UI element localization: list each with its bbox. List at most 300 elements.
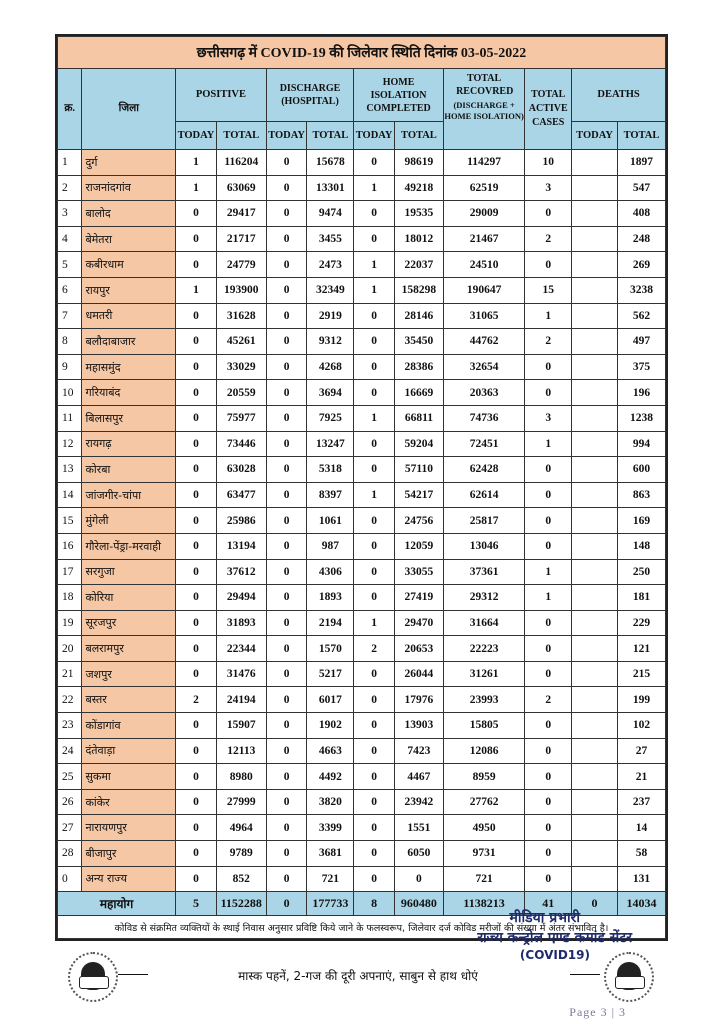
table-row xyxy=(58,661,666,687)
table-row xyxy=(58,226,666,252)
row-cell: 0 xyxy=(525,661,572,687)
total-discharge-today: 0 xyxy=(266,892,307,916)
row-cell: 0 xyxy=(176,636,217,662)
row-cell: 1 xyxy=(354,405,395,431)
row-cell: 0 xyxy=(354,150,395,176)
row-cell: 74736 xyxy=(443,405,524,431)
row-cell: 0 xyxy=(266,201,307,227)
row-serial: 2 xyxy=(58,175,82,201)
row-cell: 0 xyxy=(525,533,572,559)
table-row xyxy=(58,329,666,355)
row-cell: 62614 xyxy=(443,482,524,508)
safety-slogan: मास्क पहनें, 2-गज की दूरी अपनाएं, साबुन से हाथ धोएं xyxy=(238,969,478,983)
positive-header: POSITIVE xyxy=(176,69,267,122)
row-cell: 4467 xyxy=(394,764,443,790)
discharge-total-header: TOTAL xyxy=(307,122,354,150)
row-cell: 31065 xyxy=(443,303,524,329)
row-cell: 49218 xyxy=(394,175,443,201)
row-serial: 21 xyxy=(58,661,82,687)
row-cell: 33029 xyxy=(216,354,266,380)
row-cell: 7423 xyxy=(394,738,443,764)
row-cell: 2919 xyxy=(307,303,354,329)
row-serial: 8 xyxy=(58,329,82,355)
serial-header: क्र. xyxy=(58,69,82,150)
row-cell: 0 xyxy=(266,533,307,559)
row-cell: 4663 xyxy=(307,738,354,764)
row-cell: 13903 xyxy=(394,713,443,739)
row-cell: 0 xyxy=(354,687,395,713)
row-serial: 10 xyxy=(58,380,82,406)
row-cell: 0 xyxy=(266,354,307,380)
row-cell: 23993 xyxy=(443,687,524,713)
row-cell: 12059 xyxy=(394,533,443,559)
row-cell: 0 xyxy=(525,354,572,380)
row-cell: 28146 xyxy=(394,303,443,329)
row-cell: 0 xyxy=(176,533,217,559)
total-positive-today: 5 xyxy=(176,892,217,916)
total-discharge-total: 177733 xyxy=(307,892,354,916)
row-cell: 0 xyxy=(176,457,217,483)
row-cell: 0 xyxy=(354,815,395,841)
total-label: महायोग xyxy=(58,892,176,916)
page-number: Page 3 | 3 xyxy=(569,1005,626,1019)
row-cell: 562 xyxy=(617,303,665,329)
row-cell: 1902 xyxy=(307,713,354,739)
row-cell: 196 xyxy=(617,380,665,406)
row-cell: 58 xyxy=(617,841,665,867)
row-cell: 20363 xyxy=(443,380,524,406)
row-cell xyxy=(572,687,618,713)
row-cell: 148 xyxy=(617,533,665,559)
row-cell: 1 xyxy=(525,431,572,457)
row-cell: 0 xyxy=(266,431,307,457)
row-district: जशपुर xyxy=(82,661,176,687)
row-cell: 1897 xyxy=(617,150,665,176)
row-cell: 0 xyxy=(266,405,307,431)
row-cell: 25817 xyxy=(443,508,524,534)
row-cell: 600 xyxy=(617,457,665,483)
row-cell: 0 xyxy=(176,252,217,278)
row-cell: 20559 xyxy=(216,380,266,406)
row-serial: 26 xyxy=(58,789,82,815)
row-cell: 16669 xyxy=(394,380,443,406)
row-cell: 0 xyxy=(176,380,217,406)
table-row xyxy=(58,764,666,790)
row-district: कांकेर xyxy=(82,789,176,815)
row-cell: 15907 xyxy=(216,713,266,739)
row-cell xyxy=(572,150,618,176)
row-district: गरियाबंद xyxy=(82,380,176,406)
row-district: दंतेवाड़ा xyxy=(82,738,176,764)
table-row xyxy=(58,303,666,329)
row-cell: 62519 xyxy=(443,175,524,201)
row-cell: 0 xyxy=(266,841,307,867)
row-cell: 1 xyxy=(525,585,572,611)
row-cell: 2473 xyxy=(307,252,354,278)
table-row xyxy=(58,277,666,303)
row-district: रायगढ़ xyxy=(82,431,176,457)
row-cell xyxy=(572,841,618,867)
row-serial: 3 xyxy=(58,201,82,227)
row-district: कोरिया xyxy=(82,585,176,611)
row-cell: 3399 xyxy=(307,815,354,841)
row-cell: 37361 xyxy=(443,559,524,585)
row-cell: 0 xyxy=(525,482,572,508)
row-district: बालोद xyxy=(82,201,176,227)
row-cell: 27 xyxy=(617,738,665,764)
row-cell: 0 xyxy=(354,533,395,559)
row-cell: 4964 xyxy=(216,815,266,841)
row-cell: 24779 xyxy=(216,252,266,278)
row-serial: 16 xyxy=(58,533,82,559)
row-cell: 102 xyxy=(617,713,665,739)
row-cell: 8397 xyxy=(307,482,354,508)
table-row xyxy=(58,252,666,278)
row-cell: 0 xyxy=(354,226,395,252)
row-cell: 721 xyxy=(307,866,354,892)
row-cell: 0 xyxy=(354,201,395,227)
row-cell: 2194 xyxy=(307,610,354,636)
row-cell: 3 xyxy=(525,405,572,431)
row-cell: 4492 xyxy=(307,764,354,790)
row-cell xyxy=(572,380,618,406)
row-cell xyxy=(572,866,618,892)
table-row xyxy=(58,150,666,176)
row-cell: 0 xyxy=(266,380,307,406)
row-cell: 1061 xyxy=(307,508,354,534)
row-cell: 1570 xyxy=(307,636,354,662)
row-cell: 0 xyxy=(354,789,395,815)
deaths-header: DEATHS xyxy=(572,69,666,122)
row-cell: 1 xyxy=(176,150,217,176)
row-cell: 0 xyxy=(354,841,395,867)
row-serial: 19 xyxy=(58,610,82,636)
row-district: रायपुर xyxy=(82,277,176,303)
row-cell xyxy=(572,610,618,636)
row-cell: 0 xyxy=(266,738,307,764)
row-cell: 6050 xyxy=(394,841,443,867)
row-cell: 19535 xyxy=(394,201,443,227)
row-cell xyxy=(572,533,618,559)
row-cell: 29312 xyxy=(443,585,524,611)
row-cell: 14 xyxy=(617,815,665,841)
row-cell: 0 xyxy=(525,201,572,227)
table-row xyxy=(58,405,666,431)
row-cell: 5217 xyxy=(307,661,354,687)
table-row xyxy=(58,866,666,892)
row-cell: 375 xyxy=(617,354,665,380)
row-cell xyxy=(572,789,618,815)
row-serial: 18 xyxy=(58,585,82,611)
row-serial: 23 xyxy=(58,713,82,739)
right-arrow-icon xyxy=(570,974,600,975)
row-cell xyxy=(572,508,618,534)
row-cell: 21717 xyxy=(216,226,266,252)
home-isolation-header: HOME ISOLATION COMPLETED xyxy=(354,69,444,122)
row-cell: 987 xyxy=(307,533,354,559)
row-cell: 37612 xyxy=(216,559,266,585)
row-cell: 28386 xyxy=(394,354,443,380)
positive-today-header: TODAY xyxy=(176,122,217,150)
home-isolation-today-header: TODAY xyxy=(354,122,395,150)
table-row xyxy=(58,789,666,815)
discharge-header: DISCHARGE (HOSPITAL) xyxy=(266,69,354,122)
row-cell: 0 xyxy=(176,713,217,739)
row-cell: 29009 xyxy=(443,201,524,227)
row-cell: 0 xyxy=(266,610,307,636)
row-cell: 497 xyxy=(617,329,665,355)
row-cell: 0 xyxy=(266,508,307,534)
row-cell: 199 xyxy=(617,687,665,713)
row-cell: 0 xyxy=(525,380,572,406)
row-cell: 31476 xyxy=(216,661,266,687)
table-row xyxy=(58,687,666,713)
row-district: नारायणपुर xyxy=(82,815,176,841)
row-cell: 0 xyxy=(354,354,395,380)
row-cell: 22223 xyxy=(443,636,524,662)
row-cell: 0 xyxy=(176,815,217,841)
table-row xyxy=(58,585,666,611)
row-cell xyxy=(572,661,618,687)
mask-person-icon xyxy=(604,952,654,1002)
row-cell: 1238 xyxy=(617,405,665,431)
row-cell xyxy=(572,226,618,252)
row-cell: 114297 xyxy=(443,150,524,176)
row-serial: 6 xyxy=(58,277,82,303)
row-cell: 863 xyxy=(617,482,665,508)
row-cell: 1 xyxy=(354,482,395,508)
row-district: बस्तर xyxy=(82,687,176,713)
row-cell: 31893 xyxy=(216,610,266,636)
row-cell: 0 xyxy=(176,610,217,636)
total-home-isolation-total: 960480 xyxy=(394,892,443,916)
table-row xyxy=(58,713,666,739)
row-district: मुंगेली xyxy=(82,508,176,534)
row-cell: 408 xyxy=(617,201,665,227)
row-cell: 0 xyxy=(266,277,307,303)
row-cell: 0 xyxy=(176,226,217,252)
row-cell: 63477 xyxy=(216,482,266,508)
table-row xyxy=(58,201,666,227)
row-cell: 0 xyxy=(176,738,217,764)
row-serial: 1 xyxy=(58,150,82,176)
table-row xyxy=(58,457,666,483)
row-cell xyxy=(572,303,618,329)
total-recovered: 1138213 xyxy=(443,892,524,916)
row-cell: 547 xyxy=(617,175,665,201)
row-cell: 0 xyxy=(354,431,395,457)
row-cell xyxy=(572,482,618,508)
row-cell: 57110 xyxy=(394,457,443,483)
row-cell: 0 xyxy=(525,713,572,739)
row-cell: 0 xyxy=(176,508,217,534)
row-cell: 0 xyxy=(266,713,307,739)
row-cell: 0 xyxy=(266,457,307,483)
row-cell xyxy=(572,405,618,431)
row-cell: 237 xyxy=(617,789,665,815)
row-cell: 0 xyxy=(525,841,572,867)
row-cell: 31628 xyxy=(216,303,266,329)
row-cell: 0 xyxy=(266,303,307,329)
row-cell: 1 xyxy=(176,277,217,303)
row-cell: 0 xyxy=(176,661,217,687)
report-title: छत्तीसगढ़ में COVID-19 की जिलेवार स्थिति दिनांक 03-05-2022 xyxy=(58,37,666,69)
row-serial: 4 xyxy=(58,226,82,252)
row-cell: 2 xyxy=(525,687,572,713)
row-serial: 11 xyxy=(58,405,82,431)
table-row xyxy=(58,559,666,585)
total-recovered-header xyxy=(443,69,524,150)
row-cell: 193900 xyxy=(216,277,266,303)
row-cell: 0 xyxy=(176,585,217,611)
row-cell: 0 xyxy=(525,764,572,790)
row-cell: 3820 xyxy=(307,789,354,815)
row-cell xyxy=(572,636,618,662)
row-cell: 29470 xyxy=(394,610,443,636)
row-cell: 33055 xyxy=(394,559,443,585)
total-recovered-sublabel: (DISCHARGE + HOME ISOLATION) xyxy=(444,100,524,121)
row-cell: 18012 xyxy=(394,226,443,252)
row-district: राजनांदगांव xyxy=(82,175,176,201)
row-cell: 0 xyxy=(266,687,307,713)
table-row xyxy=(58,738,666,764)
row-cell xyxy=(572,252,618,278)
row-cell: 63028 xyxy=(216,457,266,483)
district-table xyxy=(57,36,666,939)
row-serial: 7 xyxy=(58,303,82,329)
row-cell: 1551 xyxy=(394,815,443,841)
row-cell: 54217 xyxy=(394,482,443,508)
row-cell: 29417 xyxy=(216,201,266,227)
row-cell: 0 xyxy=(525,636,572,662)
row-cell xyxy=(572,431,618,457)
deaths-total-header: TOTAL xyxy=(617,122,665,150)
table-row xyxy=(58,636,666,662)
row-cell: 181 xyxy=(617,585,665,611)
row-serial: 22 xyxy=(58,687,82,713)
row-cell xyxy=(572,201,618,227)
row-cell: 15 xyxy=(525,277,572,303)
row-cell: 75977 xyxy=(216,405,266,431)
row-cell: 22344 xyxy=(216,636,266,662)
row-cell xyxy=(572,277,618,303)
row-cell: 66811 xyxy=(394,405,443,431)
row-cell: 9731 xyxy=(443,841,524,867)
row-cell: 158298 xyxy=(394,277,443,303)
row-cell: 0 xyxy=(266,815,307,841)
row-cell: 59204 xyxy=(394,431,443,457)
row-cell: 0 xyxy=(525,252,572,278)
row-cell: 2 xyxy=(525,329,572,355)
row-district: बलौदाबाजार xyxy=(82,329,176,355)
row-serial: 24 xyxy=(58,738,82,764)
row-cell: 12086 xyxy=(443,738,524,764)
table-row xyxy=(58,815,666,841)
row-district: बलरामपुर xyxy=(82,636,176,662)
row-cell: 0 xyxy=(354,585,395,611)
district-header: जिला xyxy=(82,69,176,150)
row-cell: 24194 xyxy=(216,687,266,713)
row-district: धमतरी xyxy=(82,303,176,329)
row-cell: 0 xyxy=(354,559,395,585)
row-cell: 98619 xyxy=(394,150,443,176)
row-district: कोंडागांव xyxy=(82,713,176,739)
footnote: कोविड से संक्रमित व्यक्तियों के स्थाई निवास अनुसार प्रविष्टि किये जाने के फलस्वरूप, जिलेवार दर्ज कोविड मरीजों की संख्या में अंतर संभावित है। xyxy=(58,916,666,939)
total-recovered-label: TOTAL RECOVRED xyxy=(456,73,514,97)
row-cell: 0 xyxy=(266,559,307,585)
row-cell: 9474 xyxy=(307,201,354,227)
row-cell: 6017 xyxy=(307,687,354,713)
row-cell: 2 xyxy=(176,687,217,713)
row-cell: 73446 xyxy=(216,431,266,457)
row-cell: 0 xyxy=(176,303,217,329)
row-cell: 215 xyxy=(617,661,665,687)
row-cell: 229 xyxy=(617,610,665,636)
row-serial: 28 xyxy=(58,841,82,867)
row-district: अन्य राज्य xyxy=(82,866,176,892)
row-cell: 0 xyxy=(176,201,217,227)
table-row xyxy=(58,841,666,867)
row-cell: 4268 xyxy=(307,354,354,380)
row-cell xyxy=(572,457,618,483)
row-serial: 17 xyxy=(58,559,82,585)
row-cell: 17976 xyxy=(394,687,443,713)
total-home-isolation-today: 8 xyxy=(354,892,395,916)
row-cell: 4306 xyxy=(307,559,354,585)
table-row xyxy=(58,175,666,201)
row-cell: 13301 xyxy=(307,175,354,201)
row-district: गौरेला-पेंड्रा-मरवाही xyxy=(82,533,176,559)
row-cell: 0 xyxy=(354,508,395,534)
row-cell: 9789 xyxy=(216,841,266,867)
row-cell: 0 xyxy=(266,789,307,815)
row-serial: 0 xyxy=(58,866,82,892)
command-center-label: राज्य कन्ट्रोल एण्ड कमांड सेंटर xyxy=(477,930,632,946)
row-cell: 15805 xyxy=(443,713,524,739)
row-cell: 1 xyxy=(354,277,395,303)
row-cell: 32349 xyxy=(307,277,354,303)
row-district: बिलासपुर xyxy=(82,405,176,431)
row-cell: 9312 xyxy=(307,329,354,355)
row-cell: 0 xyxy=(266,252,307,278)
row-serial: 12 xyxy=(58,431,82,457)
row-cell: 0 xyxy=(176,764,217,790)
row-cell: 22037 xyxy=(394,252,443,278)
row-cell: 21 xyxy=(617,764,665,790)
row-cell: 0 xyxy=(354,457,395,483)
row-cell: 0 xyxy=(525,866,572,892)
row-cell: 0 xyxy=(176,559,217,585)
row-cell: 2 xyxy=(525,226,572,252)
row-cell: 0 xyxy=(354,329,395,355)
total-active: 41 xyxy=(525,892,572,916)
row-cell: 20653 xyxy=(394,636,443,662)
row-cell: 121 xyxy=(617,636,665,662)
covid19-label: (COVID19) xyxy=(519,948,590,962)
total-deaths-total: 14034 xyxy=(617,892,665,916)
row-cell: 27419 xyxy=(394,585,443,611)
row-cell xyxy=(572,559,618,585)
row-cell: 44762 xyxy=(443,329,524,355)
row-cell xyxy=(572,329,618,355)
row-cell: 35450 xyxy=(394,329,443,355)
discharge-today-header: TODAY xyxy=(266,122,307,150)
row-cell: 190647 xyxy=(443,277,524,303)
row-cell: 3238 xyxy=(617,277,665,303)
row-cell: 0 xyxy=(176,841,217,867)
table-row xyxy=(58,354,666,380)
row-district: बेमेतरा xyxy=(82,226,176,252)
